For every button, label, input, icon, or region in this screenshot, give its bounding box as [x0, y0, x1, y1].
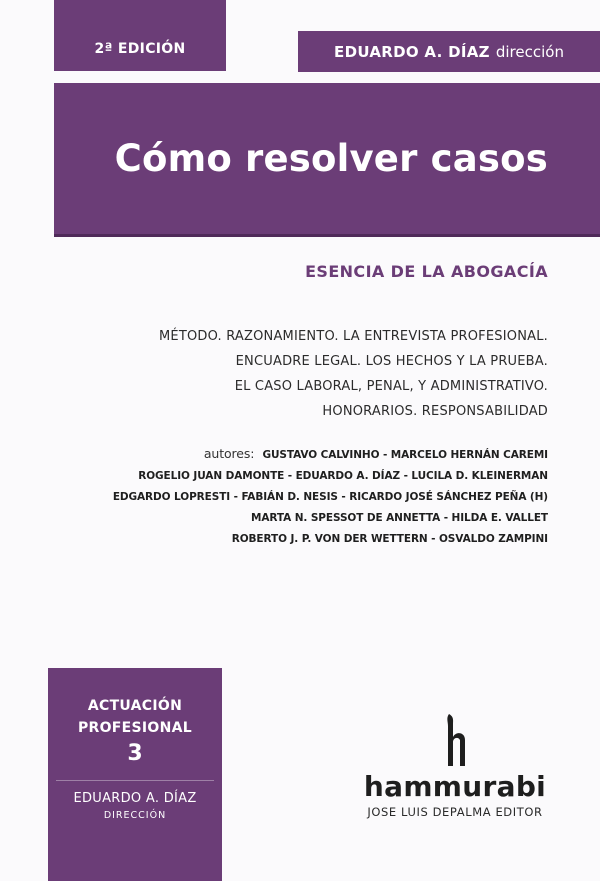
- title-banner: [54, 83, 600, 237]
- authors-list: [113, 443, 548, 550]
- topic-line: ENCUADRE LEGAL. LOS HECHOS Y LA PRUEBA.: [235, 354, 548, 369]
- series-title-line: PROFESIONAL: [77, 720, 193, 736]
- publisher-brand: hammurabi: [363, 770, 547, 803]
- series-director: EDUARDO A. DÍAZ: [73, 791, 197, 806]
- authors-line: MARTA N. SPESSOT DE ANNETTA - HILDA E. VALLET: [251, 512, 548, 524]
- topic-line: EL CASO LABORAL, PENAL, Y ADMINISTRATIVO.: [234, 379, 548, 394]
- edition-label: 2ª EDICIÓN: [94, 41, 186, 57]
- series-divider: [56, 780, 214, 781]
- authors-line: ROBERTO J. P. VON DER WETTERN - OSVALDO ZAMPINI: [231, 533, 548, 545]
- publisher-block: [360, 712, 550, 819]
- authors-line: EDGARDO LOPRESTI - FABIÁN D. NESIS - RICARDO JOSÉ SÁNCHEZ PEÑA (H): [112, 491, 548, 503]
- director-role: dirección: [495, 42, 564, 61]
- director-name: EDUARDO A. DÍAZ: [334, 42, 490, 61]
- edition-badge: [54, 0, 226, 71]
- authors-line: [113, 443, 548, 466]
- book-title: Cómo resolver casos: [114, 137, 548, 180]
- authors-names: GUSTAVO CALVINHO - MARCELO HERNÁN CAREMI: [262, 449, 548, 461]
- topic-line: MÉTODO. RAZONAMIENTO. LA ENTREVISTA PROFESIONAL.: [159, 329, 548, 344]
- authors-line: ROGELIO JUAN DAMONTE - EDUARDO A. DÍAZ - LUCILA D. KLEINERMAN: [138, 470, 548, 482]
- publisher-editor: JOSE LUIS DEPALMA EDITOR: [367, 805, 543, 819]
- series-box: [48, 668, 222, 881]
- series-title: [48, 695, 222, 739]
- series-title-line: ACTUACIÓN: [87, 698, 183, 714]
- topics-list: [159, 324, 548, 424]
- director-banner: [298, 31, 600, 72]
- topic-line: HONORARIOS. RESPONSABILIDAD: [322, 404, 548, 419]
- series-director-role: DIRECCIÓN: [103, 810, 167, 821]
- authors-label: autores:: [203, 446, 255, 461]
- h-logo-icon: [440, 712, 470, 768]
- series-number: 3: [127, 741, 143, 766]
- book-subtitle: ESENCIA DE LA ABOGACÍA: [305, 262, 548, 281]
